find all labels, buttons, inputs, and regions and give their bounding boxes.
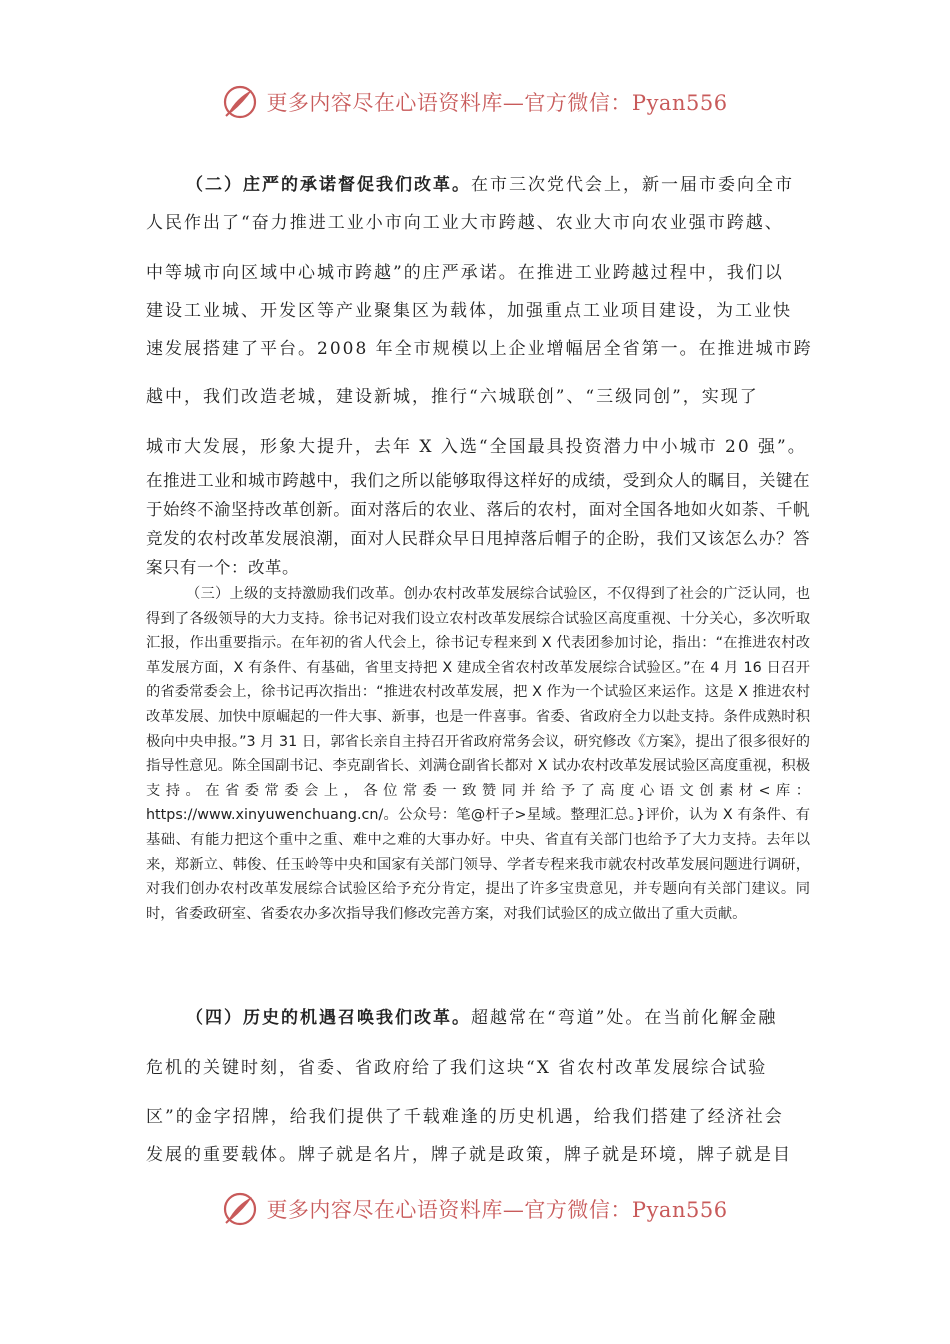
para2-heading: （二）庄严的承诺督促我们改革。 [186,175,471,195]
para2-line-4: 建设工业城、开发区等产业聚集区为载体，加强重点工业项目建设，为工业快 [146,301,792,321]
para2-line-5: 速发展搭建了平台。2008 年全市规模以上企业增幅居全省第一。在推进城市跨 [146,339,813,359]
para2-text: 在市三次党代会上，新一届市委向全市 [471,175,794,195]
para4-line-4: 发展的重要载体。牌子就是名片，牌子就是政策，牌子就是环境，牌子就是目 [146,1145,792,1165]
para4-line-1 [186,1003,777,1028]
banner-text: 更多内容尽在心语资料库—官方微信：Pyan556 [266,91,728,115]
para4-line-3: 区”的金字招牌，给我们提供了千载难逢的历史机遇，给我们搭建了经济社会 [146,1107,784,1127]
quill-logo-icon [222,1191,258,1227]
footer-banner [0,1191,950,1227]
quill-logo-icon [222,84,258,120]
header-banner [0,84,950,120]
para2-continuation: 在推进工业和城市跨越中，我们之所以能够取得这样好的成绩，受到众人的瞩目，关键在于始终不渝坚持改革创新。面对落后的农业、落后的农村，面对全国各地如火如荼、千帆竞发的农村改革发展浪潮，面对人民群众早日甩掉落后帽子的企盼，我们又该怎么办？答案只有一个：改革。 [146,471,810,577]
banner-text: 更多内容尽在心语资料库—官方微信：Pyan556 [266,1198,728,1222]
para2-line-7: 城市大发展，形象大提升，去年 X 入选“全国最具投资潜力中小城市 20 强”。 [146,437,807,457]
para4-line-2: 危机的关键时刻，省委、省政府给了我们这块“X 省农村改革发展综合试验 [146,1058,768,1078]
paragraph-3: （三）上级的支持激励我们改革。创办农村改革发展综合试验区，不仅得到了社会的广泛认同，也得到了各级领导的大力支持。徐书记对我们设立农村改革发展综合试验区高度重视、十分关心，多次听取汇报，作出重要指示。在年初的省人代会上，徐书记专程来到 X 代表团参加讨论，指出：“在推进农村改革发展方面，X 有条件、有基础，省里支持把 X 建成全省农村改革发展综合试验区。”在 4 月 16 日召开的省委常委会上，徐书记再次指出：“推进农村改革发展，把 X 作为一个试验区来运作。这是 X 推进农村改革发展、加快中原崛起的一件大事、新事，也是一件喜事。省委、省政府全力以赴支持。条件成熟时积极向中央申报。”3 月 31 日，郭省长亲自主持召开省政府常务会议，研究修改《方案》，提出了很多很好的指导性意见。陈全国副书记、李克副省长、刘满仓副省长都对 X 试办农村改革发展试验区高度重视，积极支持。在省委常委会上，各位常委一致赞同并给予了高度心语文创素材<库：https://www.xinyuwenchuang.cn/。公众号：笔@杆子>星域。整理汇总。}评价，认为 X 有条件、有基础、有能力把这个重中之重、难中之难的大事办好。中央、省直有关部门也给予了大力支持。去年以来，郑新立、韩俊、任玉岭等中央和国家有关部门领导、学者专程来我市就农村改革发展问题进行调研，对我们创办农村改革发展综合试验区给予充分肯定，提出了许多宝贵意见，并专题向有关部门建议。同时，省委政研室、省委农办多次指导我们修改完善方案，对我们试验区的成立做出了重大贡献。 [146,586,810,922]
para2-line-2: 人民作出了“奋力推进工业小市向工业大市跨越、农业大市向农业强市跨越、 [146,213,784,233]
para4-text: 超越常在“弯道”处。在当前化解金融 [471,1008,778,1028]
para2-line-1 [186,170,794,195]
para4-heading: （四）历史的机遇召唤我们改革。 [186,1008,471,1028]
para2-line-3: 中等城市向区域中心城市跨越”的庄严承诺。在推进工业跨越过程中，我们以 [146,263,784,283]
para2-line-6: 越中，我们改造老城，建设新城，推行“六城联创”、“三级同创”，实现了 [146,387,759,407]
